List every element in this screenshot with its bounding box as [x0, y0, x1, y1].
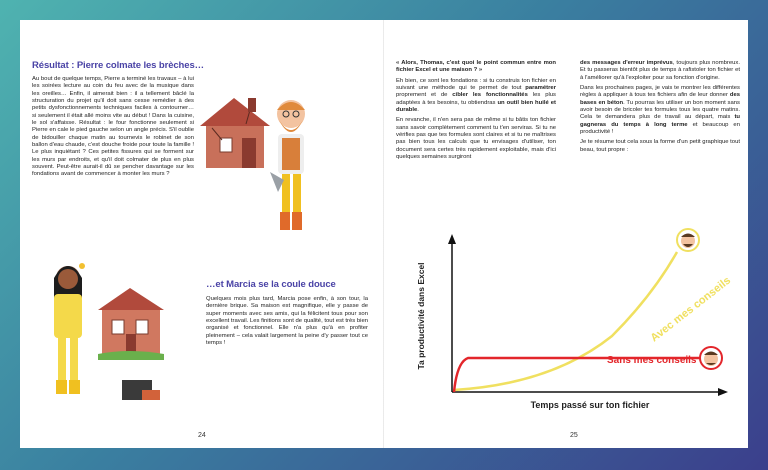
right-column-2: [580, 60, 740, 157]
pierre-illustration: [198, 80, 318, 250]
question-text: « Alors, Thomas, c'est quoi le point commun entre mon fichier Excel et une maison ? »: [396, 60, 556, 74]
x-axis-label: Temps passé sur ton fichier: [530, 400, 650, 410]
y-axis-label: Ta productivité dans Excel: [416, 262, 426, 370]
avatar-thomas-happy-icon: [677, 229, 699, 251]
col1-text-3: les plus adaptées à tes besoins, tu obtiendras: [396, 92, 556, 106]
section-heading-marcia: …et Marcia se la coule douce: [206, 279, 336, 290]
col1-bold-1: paramétrer: [525, 85, 556, 92]
page-number-left: 24: [198, 432, 206, 439]
col1-text-4: .: [417, 107, 419, 114]
col2-text-2: Dans les prochaines pages, je vais te montrer les différentes règles à appliquer à tous tes fichiers afin de leur donner: [580, 85, 740, 99]
bucket-icon: [122, 380, 160, 400]
col2-bold-1: des messages d'erreur imprévus: [580, 60, 673, 66]
left-page: [20, 20, 384, 448]
page-number-right: 25: [570, 432, 578, 439]
right-page: [384, 20, 748, 448]
avatar-thomas-sad-icon: [700, 347, 722, 369]
col1-text-2: proprement et de: [396, 92, 453, 99]
col1-paragraph-2: En revanche, il n'en sera pas de même si tu bâtis ton fichier sans savoir complètement comment tu t'en serviras. Si tu ne vérifies pas que tes formules sont claires et si tu ne maîtrises pas bien tous les calculs que tu envisages d'utiliser, ton document sera certes très rapidement exploitable, mais d'ici quelques semaines surgiront: [396, 117, 556, 161]
col1-text-1: Eh bien, ce sont les fondations : si tu construis ton fichier en suivant une méthode qui te permet de tout: [396, 77, 556, 92]
right-column-1: [396, 60, 556, 164]
marcia-illustration: [38, 248, 186, 418]
col2-text-4: et beaucoup en productivité !: [580, 121, 740, 136]
col2-text-1: , toujours plus nombreux. Et tu passeras bientôt plus de temps à rafistoler ton fichier et à l'améliorer qu'à l'exploiter pour sa fonction d'origine.: [580, 60, 740, 81]
broken-house-icon: [200, 98, 270, 168]
y-axis-arrow: [448, 234, 456, 244]
productivity-chart: [402, 216, 742, 416]
paragraph-pierre: Au bout de quelque temps, Pierre a terminé les travaux – à lui les soirées lecture au coin du feu avec de la musique dans les oreilles… Enfin, il aimerait bien : il a tellement bâclé la structuration du projet qu'il doit sans cesse remédier à des petits dysfonctionnements techniques faciles à contourner… si seulement il était allé moins vite au début ! Dans la cuisine, le sol s'affaisse. Résultat : le four fonctionne seulement si Pierre en cale le pied gauche selon un angle précis. S'il oublie de bidouiller chaque matin au tournevis le robinet de son ballon d'eau chaude, c'est douche froide pour toute la famille ! Le plus inquiétant ? Ces petites fissures qui se forment sur les murs par endroits, et qu'il doit colmater de plus en plus souvent. Peut-être aurait-il dû se pencher davantage sur les fondations avant de commencer à monter les murs ?: [32, 76, 194, 178]
nice-house-icon: [98, 288, 164, 360]
col2-bold-2: des bases en béton: [580, 92, 740, 106]
paragraph-marcia: Quelques mois plus tard, Marcia pose enfin, à son tour, la dernière brique. Sa maison est magnifique, elle y passe de super moments avec ses amis, qui la félicitent tous pour son excellent travail. Les finitions sont de qualité, tout est très bien organisé et fonctionnel. Elle n'a plus qu'à en profiter pleinement – cela valait largement la peine d'y passer tout ce temps !: [206, 296, 368, 347]
col2-text-3: . Tu pourras les utiliser un bon moment sans avoir besoin de bricoler tes formules tous les quatre matins. Cela te demandera plus de travail au départ, mais: [580, 99, 740, 121]
series-avec-mes-conseils: [454, 252, 677, 390]
col1-bold-2: cibler les fonctionnalités: [452, 92, 528, 99]
col2-paragraph-3: Je te résume tout cela sous la forme d'un petit graphique tout beau, tout propre :: [580, 139, 740, 153]
series-label-avec: Avec mes conseils: [648, 274, 734, 345]
marcia-character: [54, 263, 85, 394]
x-axis-arrow: [718, 388, 728, 396]
section-heading-pierre: Résultat : Pierre colmate les brèches…: [32, 60, 205, 71]
series-label-sans: Sans mes conseils: [607, 355, 697, 366]
pierre-character: [270, 100, 305, 230]
col1-bold-3: un outil bien huilé et durable: [396, 99, 556, 114]
col2-bold-3: tu gagneras du temps à long terme: [580, 114, 740, 128]
